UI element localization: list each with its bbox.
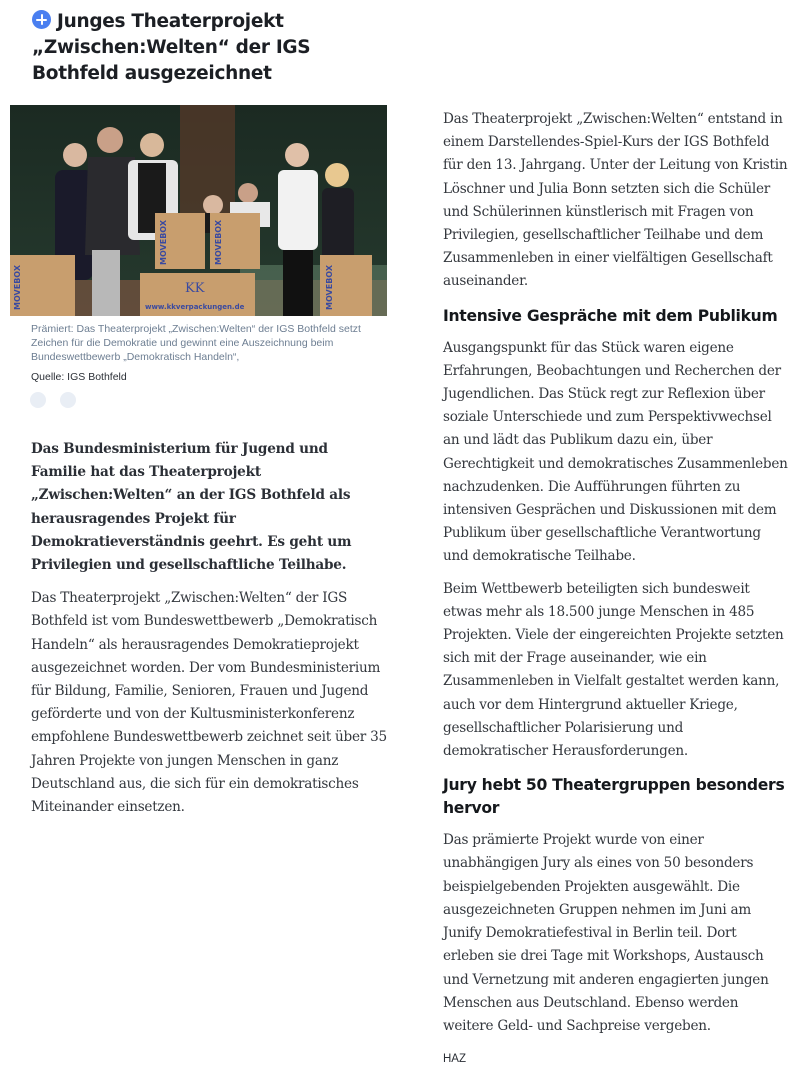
subheading-2: Jury hebt 50 Theatergruppen besonders hervor <box>443 776 785 818</box>
movebox-box-1 <box>155 213 205 269</box>
paragraph-5: Das prämierte Projekt wurde von einer unabhängigen Jury als eines von 50 besonders beispielgebenden Projekten ausgewählt. Die ausgezeichneten Gruppen nehmen im Juni am Junify Demokratiefestival in Berlin teil. Dort erleben sie drei Tage mit Workshops, Austausch und Vernetzung mit anderen engagierten jungen Menschen aus Deutschland. Ebenso werden weitere Geld- und Sachpreise vergeben. <box>443 832 769 1034</box>
headline-text: Junges Theaterprojekt „Zwischen:Welten“ der IGS Bothfeld ausgezeichnet <box>32 11 311 84</box>
movebox-box-3 <box>10 255 75 316</box>
kk-box <box>140 273 255 316</box>
left-column <box>0 0 410 819</box>
subheading-1: Intensive Gespräche mit dem Publikum <box>443 306 778 325</box>
photo-illustration <box>10 105 387 316</box>
article-photo[interactable] <box>10 105 387 316</box>
plus-circle-icon[interactable] <box>32 10 51 29</box>
share-icon[interactable] <box>30 392 46 408</box>
box-label: MOVEBOX <box>214 220 223 265</box>
right-column <box>443 108 788 1065</box>
article-lead: Das Bundesministerium für Jugend und Familie hat das Theaterprojekt „Zwischen:Welten“ an der IGS Bothfeld als herausragendes Projekt für Demokratieverständnis geehrt. Es geht um Privilegien und gesellschaftliche Teilhabe. <box>31 441 352 574</box>
share-icons <box>30 392 410 408</box>
article-headline <box>32 9 332 87</box>
movebox-box-4 <box>320 255 372 316</box>
photo-source: Quelle: IGS Bothfeld <box>31 371 127 383</box>
photo-caption: Prämiert: Das Theaterprojekt „Zwischen:Welten“ der IGS Bothfeld setzt Zeichen für die Demokratie und gewinnt eine Auszeichnung beim Bundeswettbewerb „Demokratisch Handeln“, <box>31 323 361 363</box>
box-label: MOVEBOX <box>13 265 22 310</box>
paragraph-3: Ausgangspunkt für das Stück waren eigene Erfahrungen, Beobachtungen und Recherchen der Jugendlichen. Das Stück regt zur Reflexion über soziale Unterschiede und zum Perspektivwechsel an und lädt das Publikum dazu ein, über Gerechtigkeit und demokratisches Zusammenleben nachzudenken. Die Aufführungen führten zu intensiven Gesprächen und Diskussionen mit dem Publikum über gesellschaftliche Verantwortung und demokratische Teilhabe. <box>443 339 788 565</box>
comment-icon[interactable] <box>60 392 76 408</box>
box-logo: KK <box>185 281 205 296</box>
box-label: MOVEBOX <box>159 220 168 265</box>
movebox-box-2 <box>210 213 260 269</box>
box-label: MOVEBOX <box>325 265 334 310</box>
agency-credit: HAZ <box>443 1053 466 1066</box>
box-url: www.kkverpackungen.de <box>145 303 245 311</box>
paragraph-1: Das Theaterprojekt „Zwischen:Welten“ der IGS Bothfeld ist vom Bundeswettbewerb „Demokratisch Handeln“ als herausragendes Demokratieprojekt ausgezeichnet worden. Der vom Bundesministerium für Bildung, Familie, Senioren, Frauen und Jugend geförderte und von der Kultusministerkonferenz empfohlene Bundeswettbewerb zeichnet seit über 35 Jahren Projekte von jungen Menschen in ganz Deutschland aus, die sich für ein demokratisches Miteinander einsetzen. <box>31 590 387 816</box>
paragraph-4: Beim Wettbewerb beteiligten sich bundesweit etwas mehr als 18.500 junge Menschen in 485 Projekten. Viele der eingereichten Projekte setzten sich mit der Frage auseinander, wie ein Zusammenleben in Vielfalt gestaltet werden kann, auch vor dem Hintergrund aktueller Kriege, gesellschaftlicher Polarisierung und demokratischer Herausforderungen. <box>443 580 784 760</box>
paragraph-2: Das Theaterprojekt „Zwischen:Welten“ entstand in einem Darstellendes-Spiel-Kurs der IGS Bothfeld für den 13. Jahrgang. Unter der Leitung von Kristin Löschner und Julia Bonn setzten sich die Schüler und Schülerinnen künstlerisch mit Fragen von Privilegien, gesellschaftlicher Teilhabe und dem Zusammenleben in einer vielfältigen Gesellschaft auseinander. <box>443 111 788 290</box>
